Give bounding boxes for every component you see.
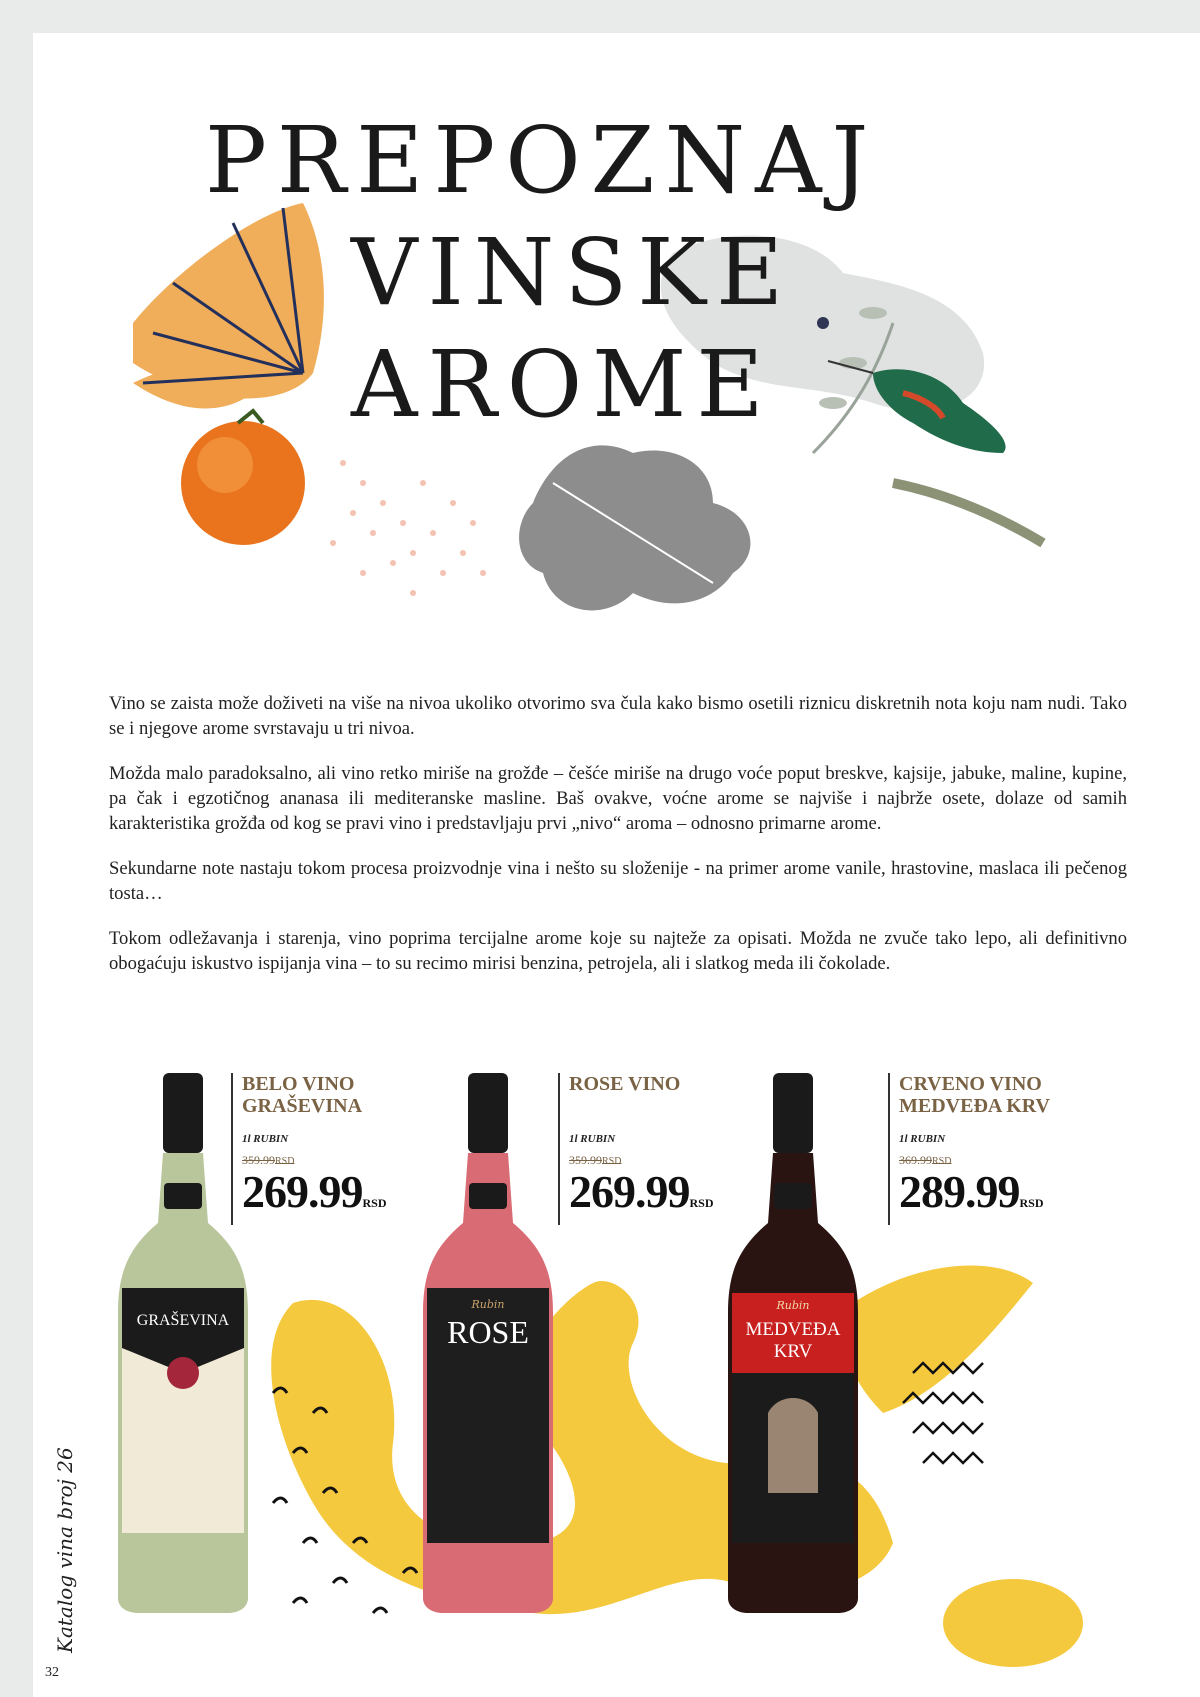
product-name-line1: BELO VINO — [242, 1073, 355, 1095]
catalog-side-note: Katalog vina broj 26 — [53, 1447, 77, 1653]
page-title-line-1: PREPOZNAJ — [205, 107, 879, 214]
orange-fruit-icon — [181, 411, 305, 545]
orange-leaf-icon — [133, 203, 324, 408]
new-price: 289.99RSD — [899, 1166, 1044, 1217]
paragraph-1: Vino se zaista može doživeti na više na nivoa ukoliko otvorimo sva čula kako bismo osetili riznicu diskretnih nota koju nam nudi. Tako se i njegove arome svrstavaju u tri nivoa. — [109, 693, 1127, 739]
product-size: 1l RUBIN — [899, 1133, 946, 1145]
page-title-line-3: AROME — [351, 331, 774, 438]
old-price: 359.99RSD — [569, 1153, 622, 1167]
product-name-line1: CRVENO VINO — [899, 1073, 1042, 1095]
yellow-leaf-shape — [845, 1266, 1033, 1413]
bottle-label-grasevina: GRAŠEVINA — [136, 1312, 230, 1329]
oak-leaf-icon — [519, 445, 750, 610]
paragraph-3: Sekundarne note nastaju tokom procesa proizvodnje vina i nešto su složenije - na primer arome vanile, hrastovine, maslaca ili pečenog tosta… — [109, 858, 1127, 904]
paragraph-4: Tokom odležavanja i starenja, vino poprima tercijalne arome koje su najteže za opisati. Možda ne zvuče tako lepo, ali definitivno obogaćuju iskustvo ispijanja vina – to su recimo mirisi benzina, petrojela, ali i slatkog meda ili čokolade. — [109, 928, 1127, 974]
bottle-label-rose: ROSE — [447, 1314, 529, 1350]
pink-dots-pattern — [330, 460, 486, 596]
lemon-icon — [943, 1579, 1083, 1667]
bottle-label-krv: KRV — [773, 1341, 813, 1362]
bottle-brand-medveda: Rubin — [776, 1299, 810, 1312]
product-card-grasevina — [231, 1073, 462, 1225]
page-number: 32 — [45, 1665, 59, 1680]
bottom-decoration — [233, 1243, 1113, 1673]
bear-icon — [768, 1398, 818, 1493]
product-size: 1l RUBIN — [569, 1133, 616, 1145]
new-price: 269.99RSD — [242, 1166, 387, 1217]
product-size: 1l RUBIN — [242, 1133, 289, 1145]
product-name-line2: GRAŠEVINA — [242, 1095, 363, 1117]
product-name-line1: ROSE VINO — [569, 1073, 681, 1095]
product-card-rose — [558, 1073, 789, 1225]
page-title-line-2: VINSKE — [351, 219, 794, 326]
old-price: 369.99RSD — [899, 1153, 952, 1167]
article-body — [109, 691, 1127, 996]
paragraph-2: Možda malo paradoksalno, ali vino retko miriše na grožđe – češće miriše na drugo voće poput breskve, kajsije, jabuke, maline, kupine, pa čak i egzotičnog ananasa ili mediteranske masline. Baš ovakve, voćne arome se najviše i najbrže osete, dolaze od samih karakteristika grožđa od kog se pravi vino i predstavljaju prvi „nivo“ aroma – odnosno primarne arome. — [109, 763, 1127, 834]
product-name-line2: MEDVEĐA KRV — [899, 1095, 1050, 1117]
product-card-medveda-krv — [888, 1073, 1119, 1225]
bottle-brand-rose: Rubin — [471, 1298, 505, 1311]
catalog-page — [33, 33, 1200, 1697]
new-price: 269.99RSD — [569, 1166, 714, 1217]
old-price: 359.99RSD — [242, 1153, 295, 1167]
bottle-label-medveda: MEDVEĐA — [745, 1319, 841, 1340]
product-name-line2 — [569, 1095, 789, 1117]
